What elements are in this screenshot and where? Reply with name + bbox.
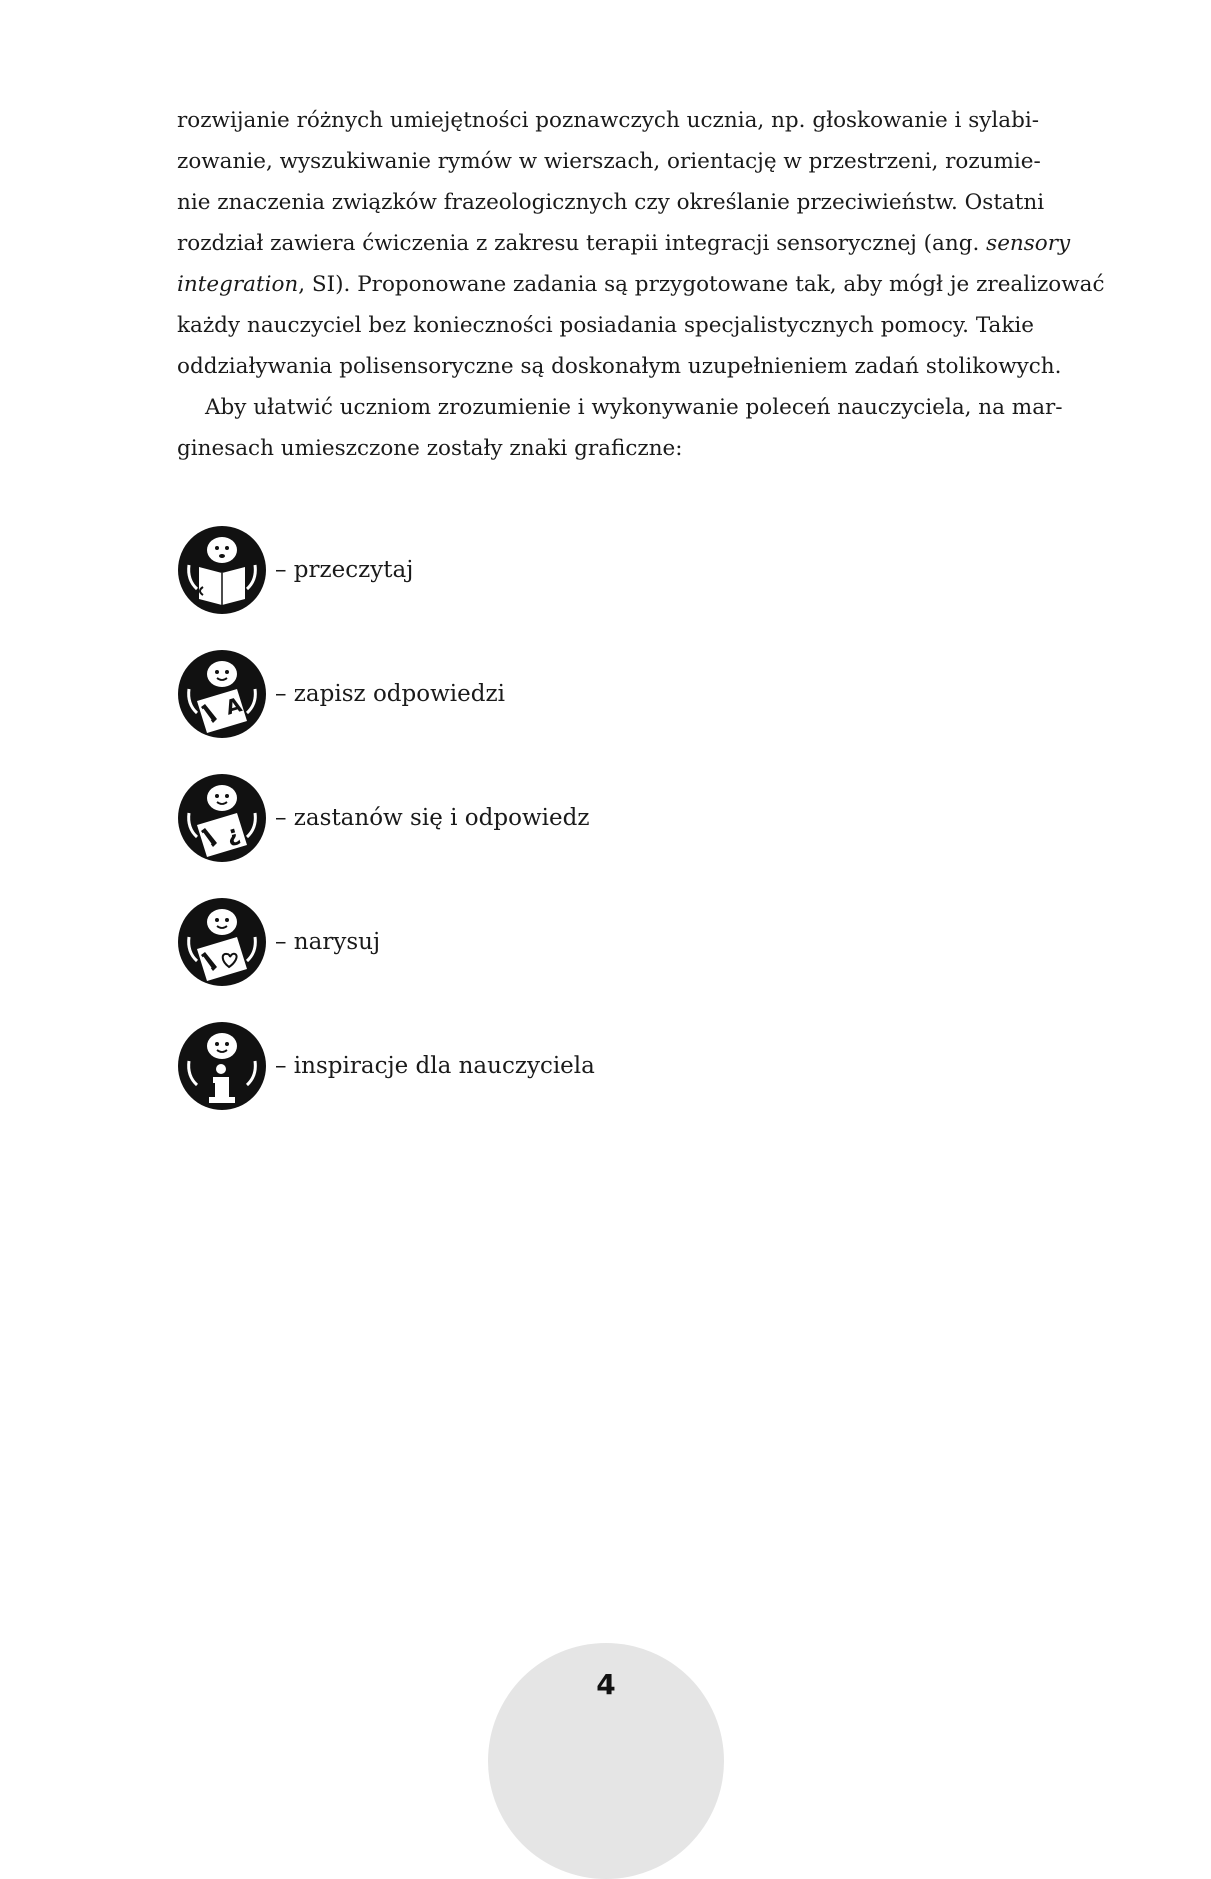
body-line-7: oddziaływania polisensoryczne są doskonałym uzupełnieniem zadań stolikowych. (177, 354, 1062, 379)
body-line-5 (177, 264, 1105, 305)
info-child-icon (177, 1021, 267, 1111)
term-integration: integration (177, 272, 299, 297)
body-line-3: nie znaczenia związków frazeologicznych czy określanie przeciwieństw. Ostatni (177, 190, 1045, 215)
legend-item-draw (177, 897, 380, 987)
term-sensory: sensory (986, 231, 1071, 256)
legend-item-write (177, 649, 505, 739)
body-text (177, 100, 1105, 469)
drawing-child-icon (177, 897, 267, 987)
body-line-4 (177, 223, 1071, 264)
legend-item-read (177, 525, 413, 615)
svg-text:A: A (222, 692, 245, 720)
writing-child-icon (177, 649, 267, 739)
body-line-6: każdy nauczyciel bez konieczności posiadania specjalistycznych pomocy. Takie (177, 313, 1034, 338)
reading-child-icon (177, 525, 267, 615)
page-number: 4 (596, 1668, 616, 1701)
legend-item-info (177, 1021, 595, 1111)
legend-label-think: – zastanów się i odpowiedz (275, 805, 590, 831)
legend-item-think (177, 773, 589, 863)
legend-label-read: – przeczytaj (275, 557, 414, 583)
legend-label-info: – inspiracje dla nauczyciela (275, 1053, 595, 1079)
body-line-1: rozwijanie różnych umiejętności poznawczych ucznia, np. głoskowanie i sylabi- (177, 108, 1040, 133)
body-line-2: zowanie, wyszukiwanie rymów w wierszach, orientację w przestrzeni, rozumie- (177, 149, 1041, 174)
body-line-5-text: , SI). Proponowane zadania są przygotowane tak, aby mógł je zrealizować (298, 272, 1105, 297)
svg-text:¿: ¿ (223, 820, 243, 849)
legend-label-draw: – narysuj (275, 929, 381, 955)
body-line-4-text: rozdział zawiera ćwiczenia z zakresu terapii integracji sensorycznej (ang. (177, 231, 980, 256)
body-line-8: Aby ułatwić uczniom zrozumienie i wykonywanie poleceń nauczyciela, na mar- (205, 395, 1063, 420)
legend-label-write: – zapisz odpowiedzi (275, 681, 505, 707)
body-line-9: ginesach umieszczone zostały znaki graficzne: (177, 436, 683, 461)
thinking-child-icon (177, 773, 267, 863)
